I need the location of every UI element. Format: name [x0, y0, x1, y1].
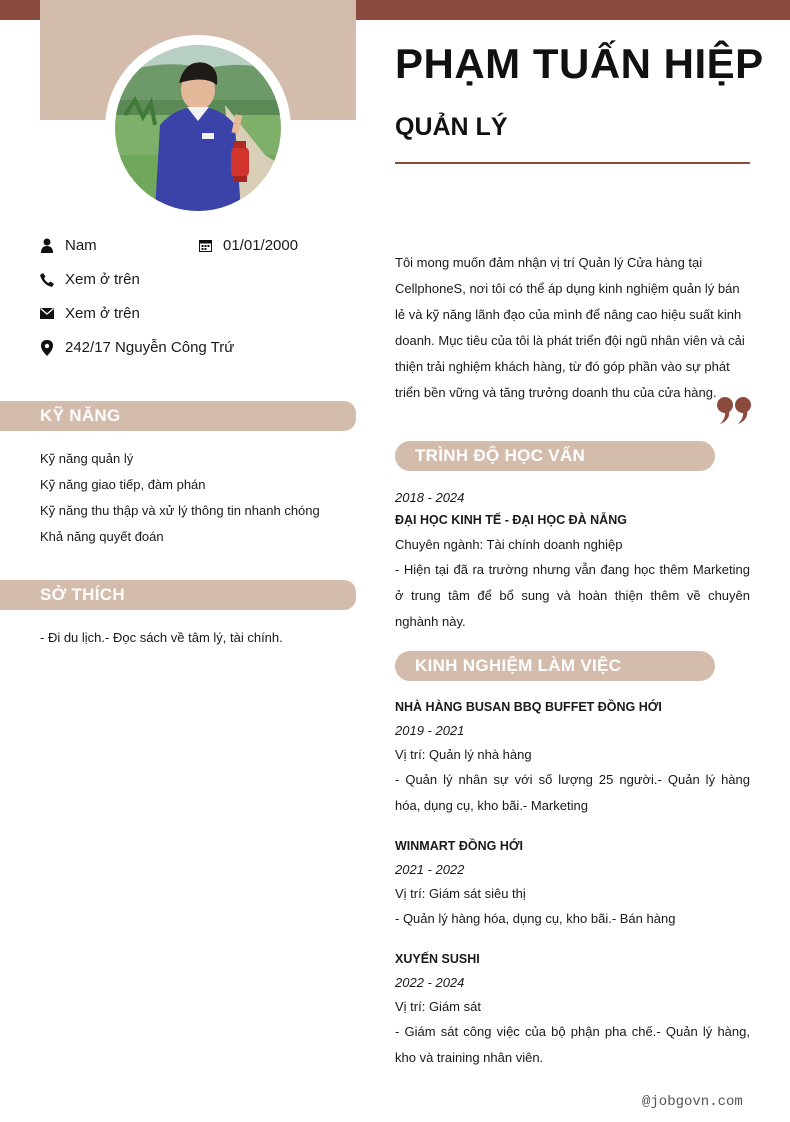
experience-heading [395, 651, 715, 681]
phone-icon [40, 272, 54, 288]
skills-title: KỸ NĂNG [40, 406, 121, 425]
gender-value: Nam [65, 237, 97, 254]
gender-row [40, 237, 97, 254]
job-position: Vị trí: Giám sát [395, 999, 481, 1014]
education-note: - Hiện tại đã ra trường nhưng vẫn đang học thêm Marketing ở trung tâm để bổ sung và hoàn thiện thêm về chuyên nghành này. [395, 562, 750, 629]
avatar-frame [105, 35, 291, 221]
skills-heading [0, 401, 356, 431]
phone-value: Xem ở trên [65, 271, 140, 288]
address-value: 242/17 Nguyễn Công Trứ [65, 339, 235, 356]
footer-watermark: @jobgovn.com [642, 1094, 743, 1110]
career-objective: Tôi mong muốn đảm nhận vị trí Quản lý Cửa hàng tại CellphoneS, nơi tôi có thể áp dụng kinh nghiệm quản lý bán lẻ và kỹ năng lãnh đạo của mình để nâng cao hiệu suất kinh doanh. Mục tiêu của tôi là phát triển đội ngũ nhân viên và cải thiện trải nghiệm khách hàng, từ đó góp phần vào sự phát triển bền vững và tăng trưởng doanh thu của cửa hàng. [395, 255, 745, 400]
job-position: Vị trí: Giám sát siêu thị [395, 886, 526, 901]
school-name: ĐẠI HỌC KINH TẾ - ĐẠI HỌC ĐÀ NẴNG [395, 513, 627, 527]
email-row [40, 305, 140, 322]
email-value: Xem ở trên [65, 305, 140, 322]
envelope-icon [40, 306, 54, 322]
candidate-name: PHẠM TUẤN HIỆP [395, 40, 764, 87]
education-heading [395, 441, 715, 471]
job-company: NHÀ HÀNG BUSAN BBQ BUFFET ĐỒNG HỚI [395, 700, 662, 714]
job-company: XUYẾN SUSHI [395, 952, 480, 966]
location-pin-icon [40, 340, 54, 356]
skill-item: Kỹ năng quản lý [40, 451, 134, 466]
skill-item: Kỹ năng thu thập và xử lý thông tin nhanh chóng [40, 503, 320, 518]
job-years: 2021 - 2022 [395, 862, 465, 877]
address-row [40, 339, 234, 356]
experience-title: KINH NGHIỆM LÀM VIỆC [415, 656, 622, 675]
job-years: 2022 - 2024 [395, 975, 465, 990]
hobbies-title: SỞ THÍCH [40, 585, 125, 604]
birthday-value: 01/01/2000 [223, 237, 299, 254]
education-title: TRÌNH ĐỘ HỌC VẤN [415, 446, 586, 465]
candidate-role: QUẢN LÝ [395, 113, 508, 141]
birthday-row [198, 237, 298, 254]
skill-item: Kỹ năng giao tiếp, đàm phán [40, 477, 206, 492]
job-company: WINMART ĐỒNG HỚI [395, 839, 524, 853]
hobbies-text: - Đi du lịch.- Đọc sách về tâm lý, tài chính. [40, 630, 283, 645]
skill-item: Khả năng quyết đoán [40, 529, 164, 544]
job-description: - Quản lý nhân sự với số lượng 25 người.- Quản lý hàng hóa, dụng cụ, kho bãi.- Marketing [395, 772, 750, 813]
avatar [115, 45, 281, 211]
job-years: 2019 - 2021 [395, 723, 465, 738]
education-major: Chuyên ngành: Tài chính doanh nghiệp [395, 537, 623, 552]
job-position: Vị trí: Quản lý nhà hàng [395, 747, 532, 762]
job-description: - Quản lý hàng hóa, dụng cụ, kho bãi.- Bán hàng [395, 911, 676, 926]
phone-row [40, 271, 140, 288]
education-years: 2018 - 2024 [395, 490, 465, 505]
person-icon [40, 238, 54, 254]
quote-icon [716, 396, 752, 428]
header-divider [395, 162, 750, 164]
hobbies-heading [0, 580, 356, 610]
job-description: - Giám sát công việc của bộ phận pha chế.- Quản lý hàng, kho và training nhân viên. [395, 1024, 750, 1065]
calendar-icon [198, 238, 212, 254]
